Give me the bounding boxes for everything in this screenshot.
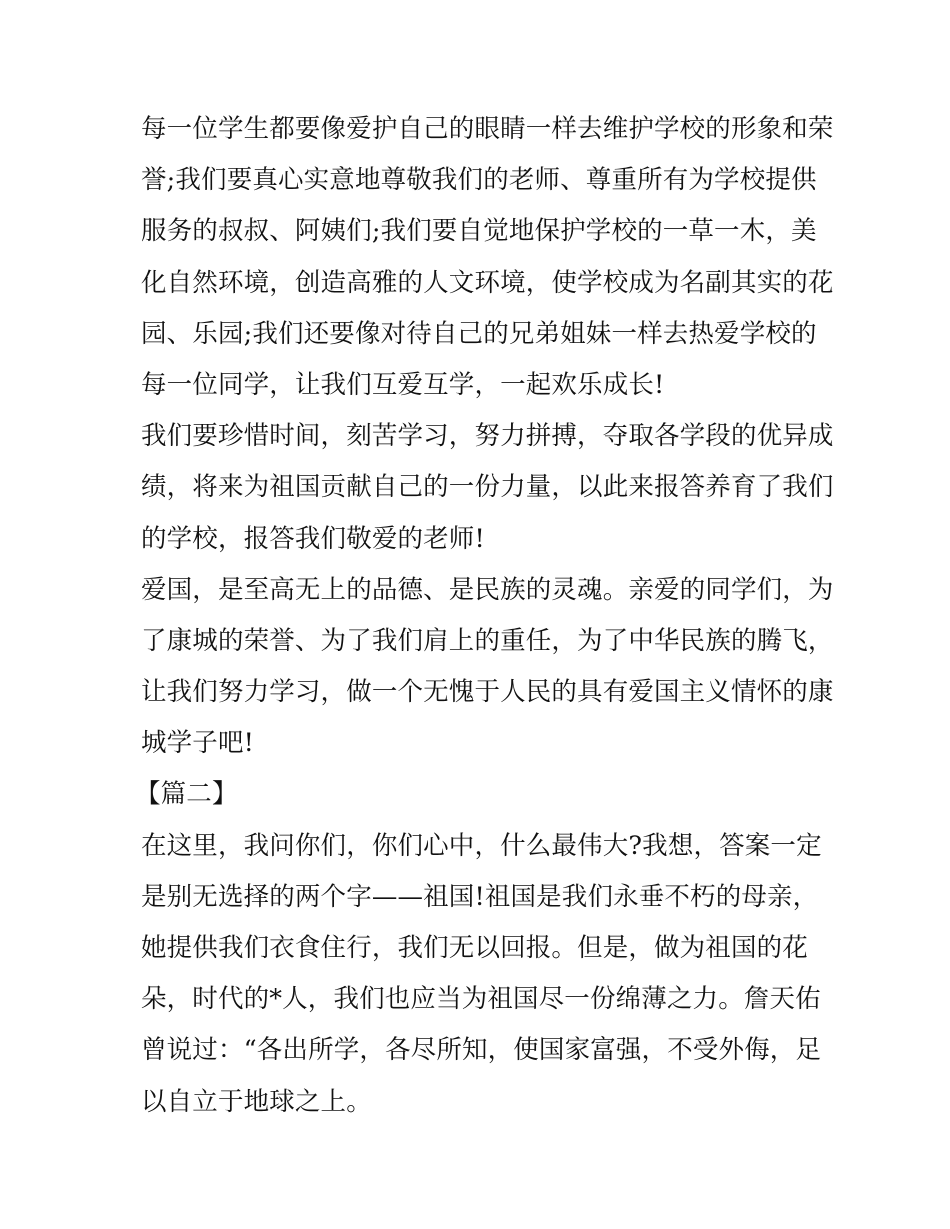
text-line: 了康城的荣誉、为了我们肩上的重任，为了中华民族的腾飞， bbox=[141, 625, 834, 656]
text-line: 每一位同学，让我们互爱互学，一起欢乐成长! bbox=[141, 369, 665, 400]
text-line: 她提供我们衣食住行，我们无以回报。但是，做为祖国的花 bbox=[141, 933, 808, 963]
text-line: 的学校，报答我们敬爱的老师! bbox=[141, 523, 485, 554]
text-line: 朵，时代的*人，我们也应当为祖国尽一份绵薄之力。詹天佑 bbox=[141, 984, 821, 1015]
text-line: 爱国，是至高无上的品德、是民族的灵魂。亲爱的同学们，为 bbox=[141, 574, 834, 605]
document-body bbox=[135, 104, 834, 1128]
text-line: 园、乐园;我们还要像对待自己的兄弟姐妹一样去热爱学校的 bbox=[141, 318, 817, 349]
text-line: 城学子吧! bbox=[141, 728, 254, 759]
text-line: 绩，将来为祖国贡献自己的一份力量，以此来报答养育了我们 bbox=[141, 472, 834, 503]
text-line: 我们要珍惜时间，刻苦学习，努力拼搏，夺取各学段的优异成 bbox=[141, 421, 834, 452]
text-line: 服务的叔叔、阿姨们;我们要自觉地保护学校的一草一木，美 bbox=[141, 216, 817, 247]
text-line: 以自立于地球之上。 bbox=[141, 1086, 372, 1117]
text-line: 在这里，我问你们，你们心中，什么最伟大?我想，答案一定 bbox=[141, 830, 822, 861]
text-line: 让我们努力学习，做一个无愧于人民的具有爱国主义情怀的康 bbox=[141, 677, 834, 708]
text-line: 誉;我们要真心实意地尊敬我们的老师、尊重所有为学校提供 bbox=[141, 165, 817, 196]
text-line: 是别无选择的两个字——祖国!祖国是我们永垂不朽的母亲， bbox=[141, 881, 819, 912]
text-line: 化自然环境，创造高雅的人文环境，使学校成为名副其实的花 bbox=[141, 267, 834, 298]
text-line: 曾说过：“各出所学，各尽所知，使国家富强，不受外侮，足 bbox=[141, 1035, 822, 1066]
text-line: 每一位学生都要像爱护自己的眼睛一样去维护学校的形象和荣 bbox=[141, 114, 834, 144]
section-heading: 【篇二】 bbox=[135, 779, 238, 810]
